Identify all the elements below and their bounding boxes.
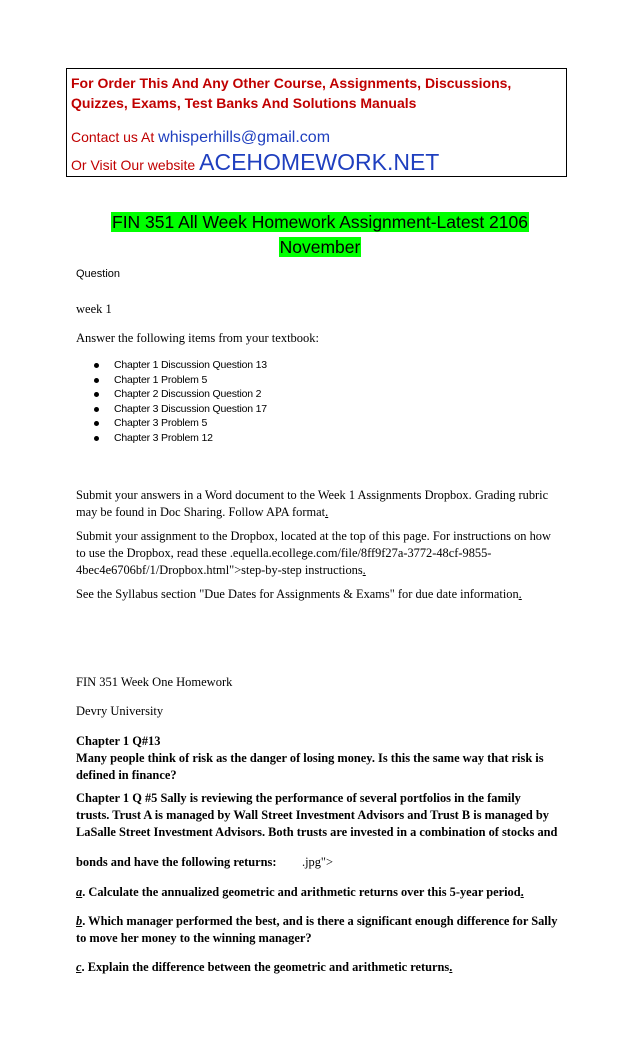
qc-end: . [449, 960, 453, 974]
question-b [76, 913, 566, 947]
q13-line1: Many people think of risk as the danger of losing money [76, 751, 372, 765]
q13-line2: defined in finance? [76, 768, 177, 782]
q5-line4: bonds and have the following returns: [76, 855, 277, 869]
promo-headline: For Order This And Any Other Course, Assignments, Discussions, [71, 75, 512, 91]
image-placeholder-text: .jpg"> [302, 855, 333, 869]
dropbox-link[interactable]: .equella.ecollege.com/file/8ff9f27a-3772-48cf-9855- [229, 546, 492, 560]
qb-label: b [76, 914, 83, 928]
qb-line1: . Which manager performed the best, and is there a significant enough difference for Sally [82, 914, 558, 928]
qc-label: c [76, 960, 82, 974]
qa-label: a [76, 885, 83, 899]
submit1-line2: may be found in Doc Sharing [76, 505, 223, 519]
q5-line3: LaSalle Street Investment Advisors [76, 825, 262, 839]
qa-end: . [520, 885, 524, 899]
q13-line1-tail: . Is this the same way that risk is [371, 751, 544, 765]
promo-box [66, 68, 567, 177]
syllabus-paragraph [76, 586, 566, 603]
contact-row [71, 129, 330, 147]
list-item: Chapter 1 Discussion Question 13 [92, 358, 267, 373]
q5-line1: Chapter 1 Q #5 Sally is reviewing the performance of several portfolios in the family [76, 791, 521, 805]
homework-title: FIN 351 Week One Homework [76, 675, 233, 689]
title-line-2: November [279, 237, 361, 257]
q5-line2: trusts [76, 808, 107, 822]
instructions-text: Answer the following items from your textbook: [76, 331, 320, 345]
list-item: Chapter 3 Problem 5 [92, 416, 267, 431]
question-a [76, 884, 566, 901]
qc-text: . Explain the difference between the geometric and arithmetic returns [81, 960, 450, 974]
submit-paragraph-1 [76, 487, 566, 521]
submit1-line1: Submit your answers in a Word document to the Week 1 Assignments Dropbox [76, 488, 469, 502]
q5-line3-tail: . Both trusts are invested in a combination of stocks and [261, 825, 558, 839]
question-label: Question [76, 268, 121, 280]
contact-label: Contact us At [71, 129, 159, 145]
syllabus-end: . [518, 587, 522, 601]
submit1-line2-end: . [325, 505, 329, 519]
submit2-line1-tail: . For instructions on how [426, 529, 551, 543]
q13-heading: Chapter 1 Q#13 [76, 734, 161, 748]
contact-email-link[interactable]: whisperhills@gmail.com [158, 129, 331, 146]
website-row [71, 149, 439, 176]
submit2-line3: 4bec4e6706bf/1/Dropbox.html">step-by-step instructions [76, 563, 363, 577]
week-label: week 1 [76, 302, 112, 316]
list-item: Chapter 3 Discussion Question 17 [92, 402, 267, 417]
question-c [76, 959, 566, 976]
submit1-line2-mid: . Follow APA format [222, 505, 326, 519]
syllabus-text: See the Syllabus section "Due Dates for Assignments & Exams" for due date information [76, 587, 519, 601]
list-item: Chapter 1 Problem 5 [92, 373, 267, 388]
school-name: Devry University [76, 704, 164, 718]
question-13-block [76, 733, 566, 784]
submit2-line2: to use the Dropbox, read these [76, 546, 230, 560]
qa-text: . Calculate the annualized geometric and arithmetic returns over this 5-year period [82, 885, 521, 899]
submit-paragraph-2 [76, 528, 566, 579]
page-title [60, 210, 580, 260]
promo-subheadline: Quizzes, Exams, Test Banks And Solutions Manuals [71, 95, 417, 111]
submit1-line1-tail: . Grading rubric [468, 488, 549, 502]
q5-line2-tail: . Trust A is managed by Wall Street Investment Advisors and Trust B is managed by [106, 808, 549, 822]
submit2-line1: Submit your assignment to the Dropbox, located at the top of this page [76, 529, 427, 543]
website-link[interactable]: ACEHOMEWORK.NET [199, 149, 440, 175]
submit2-line3-end: . [362, 563, 366, 577]
assignment-list [92, 358, 267, 446]
list-item: Chapter 3 Problem 12 [92, 431, 267, 446]
title-line-1: FIN 351 All Week Homework Assignment-Latest 2106 [112, 212, 528, 232]
list-item: Chapter 2 Discussion Question 2 [92, 387, 267, 402]
website-label: Or Visit Our website [71, 157, 200, 173]
question-5-block [76, 790, 566, 841]
qb-line2: to move her money to the winning manager? [76, 931, 312, 945]
